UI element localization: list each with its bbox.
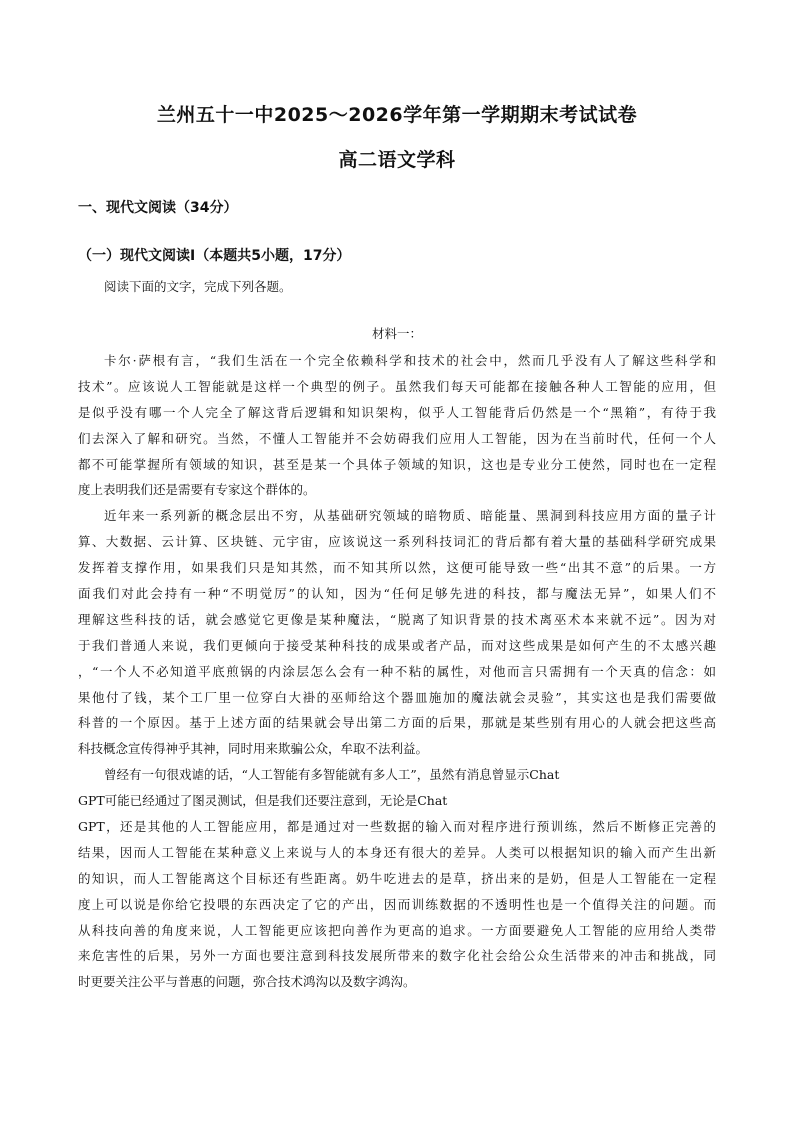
- passage-line: ，“一个人不必知道平底煎锅的内涂层怎么会有一种不粘的属性，对他而言只需拥有一个天真的信念：如: [78, 663, 716, 679]
- exam-subtitle: 高二语文学科: [338, 149, 456, 171]
- passage-line: 近年来一系列新的概念层出不穷，从基础研究领域的暗物质、暗能量、黑洞到科技应用方面的量子计: [104, 508, 716, 524]
- subsection-heading: （一）现代文阅读Ⅰ（本题共5小题，17分）: [78, 248, 351, 264]
- instruction-text: 阅读下面的文字，完成下列各题。: [104, 279, 292, 294]
- passage-line: 理解这些科技的话，就会感觉它更像是某种魔法，“脱离了知识背景的技术离巫术本来就不远”。因为对: [78, 611, 716, 627]
- material-title: 材料一：: [371, 326, 422, 341]
- passage-line: 科技概念宣传得神乎其神，同时用来欺骗公众，牟取不法利益。: [78, 741, 429, 757]
- passage-line: 面我们对此会持有一种“不明觉厉”的认知，因为“任何足够先进的科技，都与魔法无异”，如果人们不: [78, 586, 716, 602]
- passage-line: 发挥着支撑作用，如果我们只是知其然，而不知其所以然，这便可能导致一些“出其不意”的后果。一方: [78, 560, 716, 576]
- passage-line: 来危害性的后果，另外一方面也要注意到科技发展所带来的数字化社会给公众生活带来的冲击和挑战，同: [78, 948, 716, 964]
- passage-line: 卡尔·萨根有言，“我们生活在一个完全依赖科学和技术的社会中，然而几乎没有人了解这些科学和: [104, 353, 716, 368]
- passage-line: 科普的一个原因。基于上述方面的结果就会导出第二方面的后果，那就是某些别有用心的人就会把这些高: [78, 715, 716, 731]
- passage-line: 果他付了钱，某个工厂里一位穿白大褂的巫师给这个器皿施加的魔法就会灵验”，其实这也是我们需要做: [78, 689, 716, 705]
- reading-passage: [78, 348, 716, 995]
- passage-line: 从科技向善的角度来说，人工智能更应该把向善作为更高的追求。一方面要避免人工智能的应用给人类带: [78, 922, 716, 938]
- section-heading: 一、现代文阅读（34分）: [78, 200, 238, 216]
- passage-line: 们去深入了解和研究。当然，不懂人工智能并不会妨碍我们应用人工智能，因为在当前时代，任何一个人: [78, 430, 716, 446]
- passage-line: 时更要关注公平与普惠的问题，弥合技术鸿沟以及数字鸿沟。: [78, 974, 416, 990]
- passage-line: 的知识，而人工智能离这个目标还有些距离。奶牛吃进去的是草，挤出来的是奶，但是人工智能在一定程: [78, 870, 716, 886]
- exam-title: 兰州五十一中2025～2026学年第一学期期末考试试卷: [156, 104, 638, 126]
- passage-line: GPT，还是其他的人工智能应用，都是通过对一些数据的输入而对程序进行预训练，然后不断修正完善的: [78, 819, 716, 835]
- passage-line: 结果，因而人工智能在某种意义上来说与人的本身还有很大的差异。人类可以根据知识的输入而产生出新: [78, 844, 716, 860]
- passage-line: 度上表明我们还是需要有专家这个群体的。: [78, 482, 316, 498]
- passage-line: 于我们普通人来说，我们更倾向于接受某种科技的成果或者产品，而对这些成果是如何产生的不太感兴趣: [78, 637, 716, 653]
- passage-line: 曾经有一句很戏谑的话，“人工智能有多智能就有多人工”，虽然有消息曾显示Chat: [104, 767, 560, 783]
- passage-line: GPT可能已经通过了图灵测试，但是我们还要注意到，无论是Chat: [78, 793, 448, 809]
- passage-line: 技术”。应该说人工智能就是这样一个典型的例子。虽然我们每天可能都在接触各种人工智能的应用，但: [78, 378, 716, 394]
- passage-line: 度上可以说是你给它投喂的东西决定了它的产出，因而训练数据的不透明性也是一个值得关注的问题。而: [78, 896, 716, 912]
- passage-line: 算、大数据、云计算、区块链、元宇宙，应该说这一系列科技词汇的背后都有着大量的基础科学研究成果: [78, 534, 716, 550]
- passage-line: 都不可能掌握所有领域的知识，甚至是某一个具体子领域的知识，这也是专业分工使然，同时也在一定程: [78, 456, 716, 472]
- passage-line: 是似乎没有哪一个人完全了解这背后逻辑和知识架构，似乎人工智能背后仍然是一个“黑箱”，有待于我: [78, 404, 716, 420]
